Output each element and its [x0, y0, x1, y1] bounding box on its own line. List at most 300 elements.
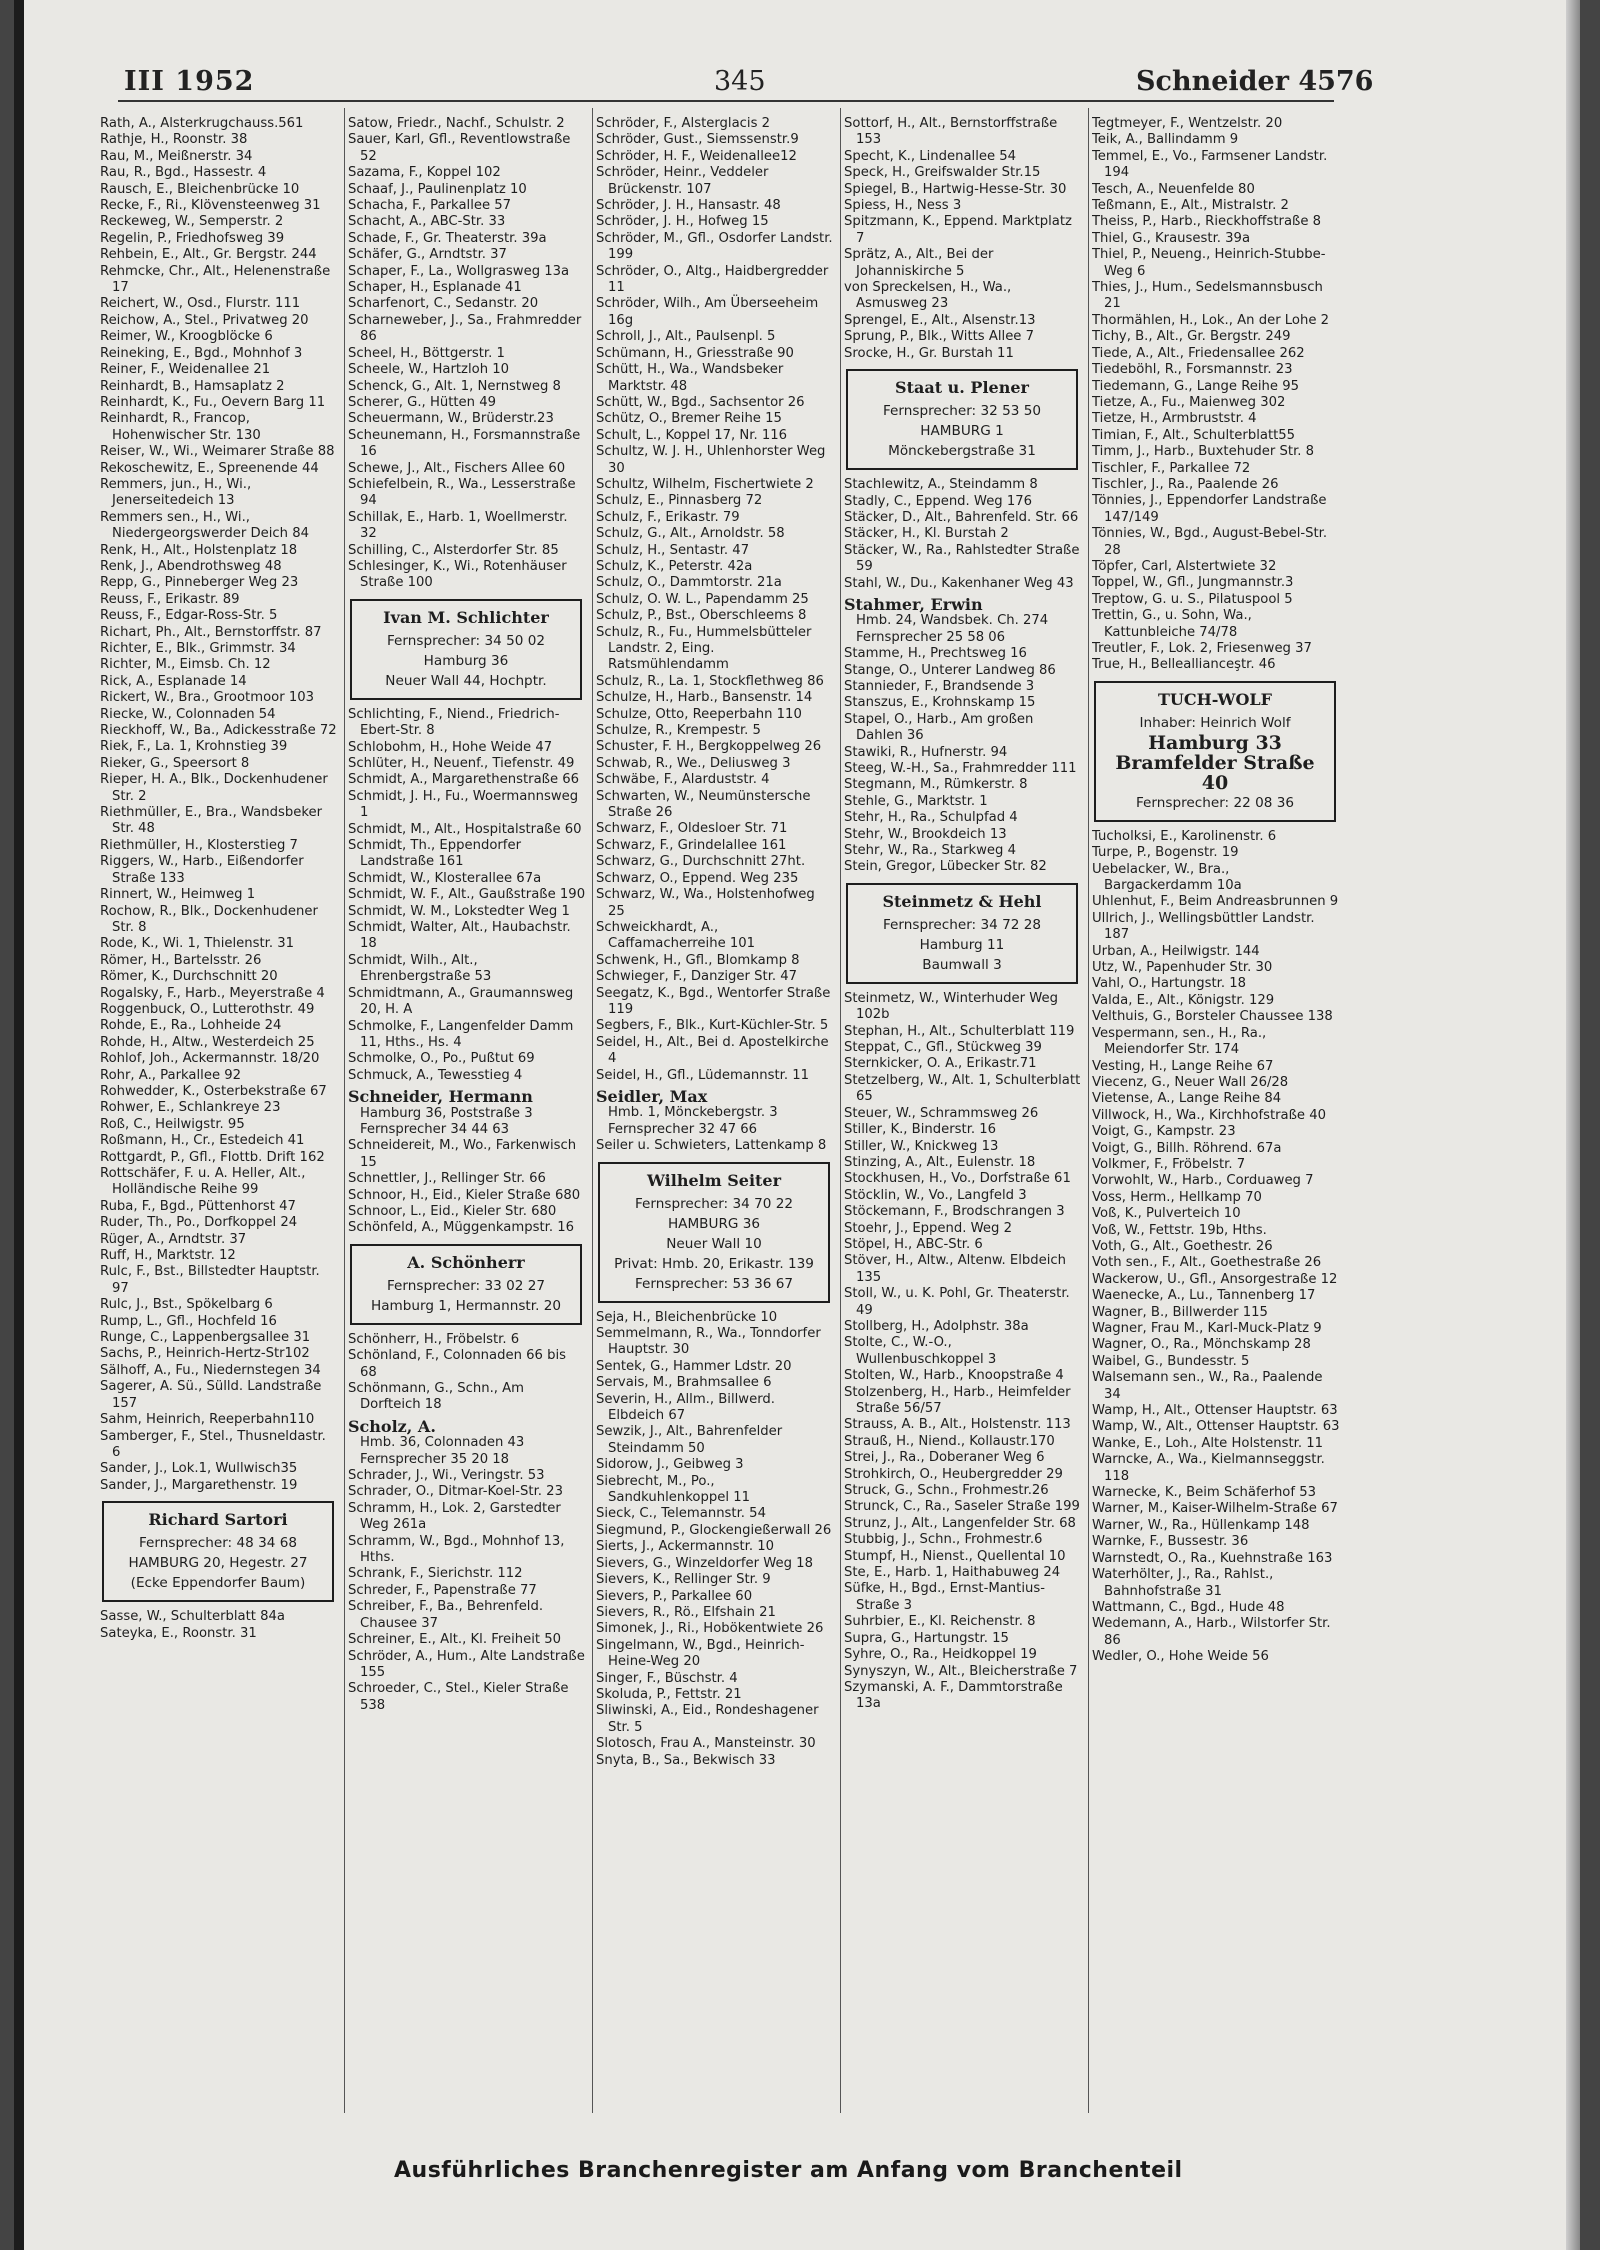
ad-title: A. Schönherr — [407, 1252, 525, 1272]
directory-entry: Seegatz, K., Bgd., Wentorfer Straße 119 — [596, 985, 831, 1017]
directory-entry: Rulc, F., Bst., Billstedter Hauptstr. 97 — [100, 1264, 320, 1296]
directory-entry: von Spreckelsen, H., Wa., Asmusweg 23 — [844, 280, 1012, 312]
directory-entry: Schröder, F., Alsterglacis 2 — [596, 116, 771, 131]
directory-entry: Rulc, J., Bst., Spökelbarg 6 — [100, 1297, 273, 1313]
directory-entry: Wamp, W., Alt., Ottenser Hauptstr. 63 — [1092, 1419, 1340, 1435]
directory-entry: Reckeweg, W., Semperstr. 2 — [100, 214, 284, 230]
directory-entry: Schmidtmann, A., Graumannsweg 20, H. A — [348, 985, 574, 1018]
directory-entry: Sander, J., Margarethenstr. 19 — [100, 1477, 298, 1493]
directory-entry: Schulz, O., Dammtorstr. 21a — [596, 575, 782, 591]
directory-entry: Samberger, F., Stel., Thusneldastr. 6 — [100, 1428, 326, 1460]
directory-entry: Scheunemann, H., Forsmannstraße 16 — [348, 427, 581, 460]
directory-entry: Sauer, Karl, Gfl., Reventlowstraße 52 — [348, 132, 571, 164]
directory-entry: Seiler u. Schwieters, Lattenkamp 8 — [596, 1138, 827, 1154]
directory-entry: Schröder, H. F., Weidenallee12 — [596, 148, 797, 164]
directory-entry: Rohde, E., Ra., Lohheide 24 — [100, 1018, 282, 1034]
directory-entry: Sälhoff, A., Fu., Niedernstegen 34 — [100, 1362, 321, 1378]
directory-entry: Urban, A., Heilwigstr. 144 — [1092, 943, 1260, 959]
directory-entry: Runge, C., Lappenbergsallee 31 — [100, 1330, 311, 1346]
directory-entry: Schmidt, A., Margarethenstraße 66 — [348, 772, 580, 788]
advertisement-box — [350, 1244, 582, 1325]
directory-entry: Stehle, G., Marktstr. 1 — [844, 793, 988, 809]
ad-title: Ivan M. Schlichter — [383, 607, 549, 627]
directory-entry: Riecke, W., Colonnaden 54 — [100, 706, 276, 722]
directory-entry: Schönfeld, A., Müggenkampstr. 16 — [348, 1220, 575, 1236]
listing-line: Fernsprecher 25 58 06 — [856, 629, 1006, 645]
directory-entry: Wedemann, A., Harb., Wilstorfer Str. 86 — [1092, 1616, 1331, 1648]
directory-entry: Scherer, G., Hütten 49 — [348, 394, 496, 410]
directory-entry: Turpe, P., Bogenstr. 19 — [1092, 845, 1239, 861]
directory-entry: Supra, G., Hartungstr. 15 — [844, 1630, 1009, 1646]
directory-entry: Schmuck, A., Tewesstieg 4 — [348, 1067, 523, 1083]
column-divider — [840, 108, 841, 2113]
ad-line: Fernsprecher: 48 34 68 — [138, 1535, 297, 1552]
directory-entry: Roß, C., Heilwigstr. 95 — [100, 1116, 245, 1132]
directory-entry: Stöcklin, W., Vo., Langfeld 3 — [844, 1187, 1027, 1203]
column-divider — [344, 108, 345, 2113]
directory-entry: Tiede, A., Alt., Friedensallee 262 — [1092, 345, 1305, 361]
directory-entry: Tönnies, W., Bgd., August-Bebel-Str. 28 — [1092, 526, 1328, 558]
directory-entry: Tietze, A., Fu., Maienweg 302 — [1092, 394, 1286, 410]
directory-entry: Syhre, O., Ra., Heidkoppel 19 — [844, 1647, 1037, 1663]
directory-entry: Stephan, H., Alt., Schulterblatt 119 — [844, 1023, 1075, 1039]
directory-entry: Semmelmann, R., Wa., Tonndorfer Hauptstr. 30 — [596, 1326, 821, 1358]
directory-entry: Schillak, E., Harb. 1, Woellmerstr. 32 — [348, 509, 568, 542]
bold-listing — [348, 1089, 586, 1138]
listing-name: Scholz, A. — [348, 1416, 436, 1436]
directory-entry: Schmidt, W. F., Alt., Gaußstraße 190 — [348, 887, 586, 903]
directory-entry: Spitzmann, K., Eppend. Marktplatz 7 — [844, 214, 1072, 246]
directory-entry: Ruff, H., Marktstr. 12 — [100, 1248, 236, 1264]
directory-entry: Remmers sen., H., Wi., Niedergeorgswerder Deich 84 — [100, 509, 310, 542]
listing-line: Fernsprecher 35 20 18 — [360, 1451, 510, 1467]
directory-entry: Waterhölter, J., Ra., Rahlst., Bahnhofstraße 31 — [1092, 1567, 1274, 1599]
directory-entry: Schröder, Wilh., Am Überseeheim 16g — [596, 296, 819, 328]
listing-line: Fernsprecher 32 47 66 — [608, 1121, 758, 1137]
directory-entry: Spiegel, B., Hartwig-Hesse-Str. 30 — [844, 181, 1067, 197]
listing-line: Hmb. 24, Wandsbek. Ch. 274 — [856, 613, 1049, 629]
directory-entry: Trettin, G., u. Sohn, Wa., Kattunbleiche 74/78 — [1092, 608, 1252, 640]
directory-entry: Siebrecht, M., Po., Sandkuhlenkoppel 11 — [596, 1473, 750, 1506]
directory-entry: Regelin, P., Friedhofsweg 39 — [100, 230, 285, 246]
directory-entry: Sottorf, H., Alt., Bernstorffstraße 153 — [844, 116, 1058, 148]
directory-entry: Ste, E., Harb. 1, Haithabuweg 24 — [844, 1565, 1061, 1581]
directory-entry: Tegtmeyer, F., Wentzelstr. 20 — [1092, 116, 1283, 131]
directory-entry: Reiner, F., Weidenallee 21 — [100, 362, 271, 378]
directory-entry: Schulz, F., Erikastr. 79 — [596, 509, 740, 525]
directory-entry: Schwarten, W., Neumünstersche Straße 26 — [596, 788, 811, 821]
directory-entry: Schulz, K., Peterstr. 42a — [596, 558, 753, 574]
directory-entry: Wackerow, U., Gfl., Ansorgestraße 12 — [1092, 1271, 1338, 1287]
directory-entry: Warnecke, K., Beim Schäferhof 53 — [1092, 1485, 1316, 1501]
directory-entry: Severin, H., Allm., Billwerd. Elbdeich 67 — [596, 1391, 775, 1424]
directory-entry: Repp, G., Pinneberger Weg 23 — [100, 575, 299, 591]
directory-entry: Reuss, F., Erikastr. 89 — [100, 591, 240, 607]
directory-entry: Schramm, W., Bgd., Mohnhof 13, Hths. — [348, 1533, 565, 1566]
directory-entry: Scheel, H., Böttgerstr. 1 — [348, 345, 505, 361]
ad-title: TUCH-WOLF — [1158, 689, 1272, 709]
directory-entry: Sander, J., Lok.1, Wullwisch35 — [100, 1461, 298, 1477]
directory-entry: Schulz, H., Sentastr. 47 — [596, 542, 750, 558]
directory-entry: Waenecke, A., Lu., Tannenberg 17 — [1092, 1288, 1316, 1304]
directory-entry: Sprengel, E., Alt., Alsenstr.13 — [844, 312, 1036, 328]
directory-entry: Stahl, W., Du., Kakenhaner Weg 43 — [844, 575, 1074, 591]
directory-entry: Segbers, F., Blk., Kurt-Küchler-Str. 5 — [596, 1018, 829, 1034]
column-1 — [100, 116, 338, 2116]
directory-entry: Schaper, H., Esplanade 41 — [348, 280, 522, 296]
directory-entry: Schulz, G., Alt., Arnoldstr. 58 — [596, 526, 785, 542]
directory-entry: Thormählen, H., Lok., An der Lohe 2 — [1092, 312, 1330, 328]
directory-entry: Stiller, K., Binderstr. 16 — [844, 1122, 997, 1138]
column-divider — [592, 108, 593, 2113]
bold-listing — [348, 1416, 586, 1468]
directory-entry: Schröder, A., Hum., Alte Landstraße 155 — [348, 1648, 585, 1680]
directory-entry: Schröder, Heinr., Veddeler Brückenstr. 107 — [596, 165, 769, 197]
listing-line: Hmb. 36, Colonnaden 43 — [360, 1435, 525, 1451]
directory-entry: Rickert, W., Bra., Grootmoor 103 — [100, 690, 314, 706]
directory-entry: Simonek, J., Ri., Hobökentwiete 26 — [596, 1621, 824, 1637]
directory-entry: Schlichting, F., Niend., Friedrich-Ebert-Str. 8 — [348, 706, 560, 739]
directory-entry: Vespermann, sen., H., Ra., Meiendorfer Str. 174 — [1092, 1025, 1267, 1058]
directory-page — [14, 0, 1580, 2250]
directory-entry: Speck, H., Greifswalder Str.15 — [844, 165, 1041, 181]
directory-entry: Schaper, F., La., Wollgrasweg 13a — [348, 263, 570, 279]
directory-entry: Römer, K., Durchschnitt 20 — [100, 969, 278, 985]
directory-entry: Stange, O., Unterer Landweg 86 — [844, 662, 1056, 678]
directory-entry: Schroll, J., Alt., Paulsenpl. 5 — [596, 329, 776, 345]
directory-entry: Tischler, J., Ra., Paalende 26 — [1092, 476, 1279, 492]
directory-entry: Thiel, P., Neueng., Heinrich-Stubbe-Weg 6 — [1092, 247, 1326, 279]
directory-entry: Schramm, H., Lok. 2, Garstedter Weg 261a — [348, 1500, 561, 1533]
directory-entry: Rath, A., Alsterkrugchauss.561 — [100, 116, 304, 131]
directory-entry: Voss, Herm., Hellkamp 70 — [1092, 1189, 1262, 1205]
directory-entry: Rottgardt, P., Gfl., Flottb. Drift 162 — [100, 1149, 325, 1165]
directory-entry: Schultz, W. J. H., Uhlenhorster Weg 30 — [596, 444, 826, 476]
directory-entry: Voß, K., Pulverteich 10 — [1092, 1206, 1241, 1222]
directory-entry: Villwock, H., Wa., Kirchhofstraße 40 — [1092, 1107, 1327, 1123]
directory-entry: Sasse, W., Schulterblatt 84a — [100, 1609, 286, 1625]
ad-line: Fernsprecher: 34 72 28 — [882, 916, 1041, 933]
ad-line: Mönckebergstraße 31 — [888, 443, 1036, 460]
directory-entry: Stumpf, H., Nienst., Quellental 10 — [844, 1548, 1066, 1564]
ad-line: Fernsprecher: 53 36 67 — [634, 1275, 793, 1292]
directory-entry: Stäcker, D., Alt., Bahrenfeld. Str. 66 — [844, 509, 1079, 525]
ad-line: Fernsprecher: 34 50 02 — [386, 632, 545, 649]
directory-entry: Schröder, J. H., Hansastr. 48 — [596, 198, 781, 214]
directory-entry: Sewzik, J., Alt., Bahrenfelder Steindamm 50 — [596, 1424, 783, 1456]
directory-entry: Steuer, W., Schrammsweg 26 — [844, 1105, 1039, 1121]
directory-entry: Schütt, H., Wa., Wandsbeker Marktstr. 48 — [596, 362, 784, 394]
directory-entry: Vahl, O., Hartungstr. 18 — [1092, 976, 1246, 992]
directory-entry: Stehr, H., Ra., Schulpfad 4 — [844, 810, 1018, 826]
directory-entry: Snyta, B., Sa., Bekwisch 33 — [596, 1752, 776, 1768]
directory-entry: Rieper, H. A., Blk., Dockenhudener Str. 2 — [100, 772, 328, 804]
directory-entry: Sagerer, A. Sü., Sülld. Landstraße 157 — [100, 1379, 322, 1411]
directory-entry: Riethmüller, H., Klosterstieg 7 — [100, 837, 298, 853]
directory-entry: Scharfenort, C., Sedanstr. 20 — [348, 296, 539, 312]
directory-entry: Sidorow, J., Geibweg 3 — [596, 1457, 744, 1473]
directory-entry: Roggenbuck, O., Lutterothstr. 49 — [100, 1001, 315, 1017]
directory-entry: Thies, J., Hum., Sedelsmannsbusch 21 — [1092, 280, 1323, 312]
directory-entry: Schweickhardt, A., Caffamacherreihe 101 — [596, 919, 756, 952]
directory-entry: Schönherr, H., Fröbelstr. 6 — [348, 1331, 520, 1347]
directory-entry: Wagner, Frau M., Karl-Muck-Platz 9 — [1092, 1321, 1322, 1336]
directory-entry: Stolzenberg, H., Harb., Heimfelder Straße 56/57 — [844, 1384, 1071, 1416]
directory-entry: Stamme, H., Prechtsweg 16 — [844, 646, 1027, 662]
bold-listing — [844, 594, 1082, 646]
directory-entry: Sliwinski, A., Eid., Rondeshagener Str. 5 — [596, 1703, 819, 1735]
directory-entry: Stockhusen, H., Vo., Dorfstraße 61 — [844, 1171, 1071, 1187]
directory-entry: Schmidt, W., Klosterallee 67a — [348, 870, 542, 886]
directory-entry: Schacht, A., ABC-Str. 33 — [348, 214, 506, 230]
directory-entry: Ullrich, J., Wellingsbüttler Landstr. 187 — [1092, 910, 1315, 943]
advertisement-box — [598, 1162, 830, 1303]
column-4 — [844, 116, 1082, 2116]
directory-entry: Schulze, Otto, Reeperbahn 110 — [596, 706, 802, 722]
directory-entry: Slotosch, Frau A., Mansteinstr. 30 — [596, 1736, 816, 1752]
directory-entry: Warner, W., Ra., Hüllenkamp 148 — [1092, 1517, 1310, 1533]
directory-entry: Schreder, F., Papenstraße 77 — [348, 1582, 537, 1598]
directory-entry: Schmidt, Walter, Alt., Haubachstr. 18 — [348, 920, 571, 952]
directory-entry: Strohkirch, O., Heubergredder 29 — [844, 1466, 1063, 1482]
directory-entry: Rohwedder, K., Osterbekstraße 67 — [100, 1083, 327, 1099]
directory-entry: Suhrbier, E., Kl. Reichenstr. 8 — [844, 1614, 1036, 1630]
directory-entry: Schwarz, W., Wa., Holstenhofweg 25 — [596, 887, 815, 919]
directory-entry: Rogalsky, F., Harb., Meyerstraße 4 — [100, 985, 325, 1001]
directory-entry: Schmidt, M., Alt., Hospitalstraße 60 — [348, 821, 582, 837]
ad-headline: Hamburg 33 — [1148, 731, 1282, 754]
directory-entry: Rohwer, E., Schlankreye 23 — [100, 1100, 281, 1116]
directory-entry: Schönland, F., Colonnaden 66 bis 68 — [348, 1348, 567, 1380]
directory-entry: Ruba, F., Bgd., Püttenhorst 47 — [100, 1198, 296, 1214]
directory-entry: Rehbein, E., Alt., Gr. Bergstr. 244 — [100, 247, 317, 263]
directory-entry: Tischler, F., Parkallee 72 — [1092, 460, 1251, 476]
directory-entry: Schröder, O., Altg., Haidbergredder 11 — [596, 263, 829, 296]
advertisement-box — [1094, 681, 1336, 822]
directory-entry: Tönnies, J., Eppendorfer Landstraße 147/149 — [1092, 493, 1327, 525]
directory-entry: Schade, F., Gr. Theaterstr. 39a — [348, 230, 547, 246]
directory-entry: Seja, H., Bleichenbrücke 10 — [596, 1309, 778, 1325]
directory-entry: Timm, J., Harb., Buxtehuder Str. 8 — [1092, 444, 1315, 460]
bold-listing — [596, 1086, 834, 1138]
ad-line: Baumwall 3 — [922, 956, 1002, 973]
directory-entry: Rottschäfer, F. u. A. Heller, Alt., Holländische Reihe 99 — [100, 1166, 306, 1198]
directory-entry: Schuster, F. H., Bergkoppelweg 26 — [596, 739, 822, 755]
directory-entry: Stöpel, H., ABC-Str. 6 — [844, 1236, 983, 1252]
directory-entry: Steppat, C., Gfl., Stückweg 39 — [844, 1040, 1042, 1056]
directory-entry: Rochow, R., Blk., Dockenhudener Str. 8 — [100, 903, 318, 935]
directory-entry: Schwarz, F., Oldesloer Str. 71 — [596, 821, 788, 837]
directory-entry: Römer, H., Bartelsstr. 26 — [100, 952, 262, 968]
directory-entry: Schaaf, J., Paulinenplatz 10 — [348, 181, 527, 197]
directory-entry: Sievers, K., Rellinger Str. 9 — [596, 1572, 771, 1588]
directory-entry: Recke, F., Ri., Klövensteenweg 31 — [100, 198, 321, 214]
directory-entry: Schlobohm, H., Hohe Weide 47 — [348, 739, 553, 755]
column-2 — [348, 116, 586, 2116]
directory-entry: Teßmann, E., Alt., Mistralstr. 2 — [1092, 198, 1289, 214]
directory-entry: Siegmund, P., Glockengießerwall 26 — [596, 1522, 832, 1538]
directory-entry: Rehmcke, Chr., Alt., Helenenstraße 17 — [100, 263, 331, 296]
directory-entry: Schulz, E., Pinnasberg 72 — [596, 493, 763, 509]
directory-entry: Sievers, G., Winzeldorfer Weg 18 — [596, 1555, 813, 1571]
directory-entry: Renk, J., Abendrothsweg 48 — [100, 558, 282, 574]
directory-entry: Stollberg, H., Adolphstr. 38a — [844, 1318, 1029, 1334]
directory-entry: Stanszus, E., Krohnskamp 15 — [844, 695, 1036, 711]
directory-entry: Reineking, E., Bgd., Mohnhof 3 — [100, 345, 303, 361]
directory-entry: Sierts, J., Ackermannstr. 10 — [596, 1539, 775, 1555]
directory-entry: Richart, Ph., Alt., Bernstorffstr. 87 — [100, 624, 322, 640]
directory-entry: Voß, W., Fettstr. 19b, Hths. — [1092, 1222, 1267, 1238]
directory-entry: Stadly, C., Eppend. Weg 176 — [844, 493, 1033, 509]
directory-entry: Scheele, W., Hartzloh 10 — [348, 362, 510, 378]
directory-entry: Stiller, W., Knickweg 13 — [844, 1138, 999, 1154]
directory-entry: Schnettler, J., Rellinger Str. 66 — [348, 1171, 546, 1187]
ad-line: HAMBURG 36 — [667, 1215, 761, 1232]
directory-entry: Schreiber, F., Ba., Behrenfeld. Chausee 37 — [348, 1599, 544, 1631]
directory-entry: Schrader, J., Wi., Veringstr. 53 — [348, 1468, 545, 1484]
directory-entry: Stetzelberg, W., Alt. 1, Schulterblatt 65 — [844, 1072, 1081, 1105]
directory-entry: Schwarz, G., Durchschnitt 27ht. — [596, 854, 806, 870]
ad-line: Fernsprecher: 34 70 22 — [634, 1195, 793, 1212]
directory-entry: Reinhardt, K., Fu., Oevern Barg 11 — [100, 394, 326, 410]
directory-entry: Schrader, O., Ditmar-Koel-Str. 23 — [348, 1484, 563, 1500]
directory-entry: Wattmann, C., Bgd., Hude 48 — [1092, 1599, 1285, 1615]
directory-entry: Rüger, A., Arndtstr. 37 — [100, 1231, 247, 1247]
directory-entry: Roßmann, H., Cr., Estedeich 41 — [100, 1133, 305, 1149]
directory-entry: Schmidt, J. H., Fu., Woermannsweg 1 — [348, 788, 579, 821]
ad-title: Richard Sartori — [148, 1510, 288, 1530]
directory-entry: Schulze, H., Harb., Bansenstr. 14 — [596, 690, 813, 706]
directory-entry: Rieckhoff, W., Ba., Adickesstraße 72 — [100, 723, 337, 739]
directory-entry: Schrank, F., Sierichstr. 112 — [348, 1566, 523, 1582]
directory-entry: Valda, E., Alt., Königstr. 129 — [1092, 992, 1275, 1008]
directory-entry: Scharneweber, J., Sa., Frahmredder 86 — [348, 312, 582, 345]
directory-entry: Stoehr, J., Eppend. Weg 2 — [844, 1220, 1012, 1236]
directory-entry: Steeg, W.-H., Sa., Frahmredder 111 — [844, 761, 1077, 776]
directory-entry: Renk, H., Alt., Holstenplatz 18 — [100, 542, 298, 558]
directory-entry: Ruder, Th., Po., Dorfkoppel 24 — [100, 1215, 298, 1231]
directory-entry: Schneidereit, M., Wo., Farkenwisch 15 — [348, 1138, 577, 1170]
directory-entry: Schwäbe, F., Alarduststr. 4 — [596, 772, 770, 788]
directory-entry: Stachlewitz, A., Steindamm 8 — [844, 477, 1038, 493]
directory-entry: Szymanski, A. F., Dammtorstraße 13a — [844, 1679, 1063, 1712]
directory-entry: Warner, M., Kaiser-Wilhelm-Straße 67 — [1092, 1501, 1338, 1517]
directory-entry: Schulze, R., Krempestr. 5 — [596, 723, 761, 739]
directory-entry: Voth, G., Alt., Goethestr. 26 — [1092, 1238, 1273, 1254]
directory-entry: Rau, R., Bgd., Hassestr. 4 — [100, 165, 267, 181]
directory-entry: Schwarz, O., Eppend. Weg 235 — [596, 870, 799, 886]
ad-line: Hamburg 1, Hermannstr. 20 — [370, 1297, 562, 1314]
directory-entry: Uebelacker, W., Bra., Bargackerdamm 10a — [1092, 861, 1242, 894]
directory-entry: Schwenk, H., Gfl., Blomkamp 8 — [596, 952, 800, 968]
directory-entry: Stein, Gregor, Lübecker Str. 82 — [844, 859, 1047, 875]
directory-entry: Toppel, W., Gfl., Jungmannstr.3 — [1092, 575, 1294, 591]
ad-line: Inhaber: Heinrich Wolf — [1139, 714, 1291, 731]
directory-entry: Stolte, C., W.-O., Wullenbuschkoppel 3 — [844, 1335, 997, 1367]
directory-entry: Sievers, P., Parkallee 60 — [596, 1588, 753, 1604]
directory-entry: Schröder, Gust., Siemssenstr.9 — [596, 132, 799, 148]
directory-entry: Stäcker, W., Ra., Rahlstedter Straße 59 — [844, 542, 1080, 575]
directory-entry: Schönmann, G., Schn., Am Dorfteich 18 — [348, 1381, 525, 1413]
directory-entry: Schultz, Wilhelm, Fischertwiete 2 — [596, 476, 814, 492]
directory-entry: Schmolke, O., Po., Pußtut 69 — [348, 1051, 535, 1067]
ad-line: Neuer Wall 44, Hochptr. — [385, 672, 547, 689]
directory-entry: Sprung, P., Blk., Witts Allee 7 — [844, 329, 1035, 345]
directory-entry: Srocke, H., Gr. Burstah 11 — [844, 345, 1014, 361]
directory-entry: Temmel, E., Vo., Farmsener Landstr. 194 — [1092, 148, 1328, 181]
footer-note: Ausführliches Branchenregister am Anfang vom Branchenteil — [394, 2158, 1183, 2183]
directory-entry: Rohr, A., Parkallee 92 — [100, 1067, 242, 1083]
directory-entry: Viecenz, G., Neuer Wall 26/28 — [1092, 1074, 1289, 1090]
listing-name: Schneider, Hermann — [348, 1087, 533, 1107]
directory-entry: Stehr, W., Brookdeich 13 — [844, 826, 1007, 842]
directory-entry: Reiser, W., Wi., Weimarer Straße 88 — [100, 444, 335, 460]
directory-entry: Schewe, J., Alt., Fischers Allee 60 — [348, 460, 566, 476]
directory-entry: Skoluda, P., Fettstr. 21 — [596, 1686, 742, 1702]
directory-entry: Strunck, C., Ra., Saseler Straße 199 — [844, 1499, 1080, 1515]
directory-entry: Rohde, H., Altw., Westerdeich 25 — [100, 1034, 315, 1050]
directory-entry: Vesting, H., Lange Reihe 67 — [1092, 1058, 1274, 1074]
directory-entry: Walsemann sen., W., Ra., Paalende 34 — [1092, 1370, 1323, 1402]
directory-entry: Richter, M., Eimsb. Ch. 12 — [100, 657, 271, 673]
column-3 — [596, 116, 834, 2116]
directory-entry: Utz, W., Papenhuder Str. 30 — [1092, 960, 1273, 976]
directory-entry: Sazama, F., Koppel 102 — [348, 165, 501, 181]
directory-entry: Schulz, P., Bst., Oberschleems 8 — [596, 608, 807, 624]
directory-entry: Sahm, Heinrich, Reeperbahn110 — [100, 1412, 315, 1428]
directory-entry: Schlüter, H., Neuenf., Tiefenstr. 49 — [348, 756, 575, 771]
directory-entry: Richter, E., Blk., Grimmstr. 34 — [100, 641, 296, 656]
directory-entry: Remmers, jun., H., Wi., Jenerseitedeich 13 — [100, 476, 252, 509]
directory-entry: Sieck, C., Telemannstr. 54 — [596, 1506, 766, 1522]
directory-entry: Waibel, G., Bundesstr. 5 — [1092, 1353, 1250, 1369]
directory-entry: Spiess, H., Ness 3 — [844, 198, 962, 214]
directory-entry: Schacha, F., Parkallee 57 — [348, 198, 512, 214]
directory-entry: Schilling, C., Alsterdorfer Str. 85 — [348, 542, 559, 558]
listing-name: Seidler, Max — [596, 1086, 708, 1106]
ad-title: Steinmetz & Hehl — [882, 891, 1042, 911]
directory-entry: Volkmer, F., Fröbelstr. 7 — [1092, 1156, 1246, 1172]
directory-entry: Rump, L., Gfl., Hochfeld 16 — [100, 1313, 277, 1329]
directory-entry: Vorwohlt, W., Harb., Corduaweg 7 — [1092, 1173, 1314, 1189]
directory-entry: Warnke, F., Bussestr. 36 — [1092, 1534, 1249, 1550]
directory-entry: Specht, K., Lindenallee 54 — [844, 148, 1017, 164]
directory-entry: Reinhardt, B., Hamsaplatz 2 — [100, 378, 285, 394]
directory-entry: Schiefelbein, R., Wa., Lesserstraße 94 — [348, 476, 576, 509]
directory-entry: Riek, F., La. 1, Krohnstieg 39 — [100, 739, 288, 755]
directory-entry: Stinzing, A., Alt., Eulenstr. 18 — [844, 1154, 1036, 1170]
advertisement-box — [846, 369, 1078, 470]
directory-entry: Riethmüller, E., Bra., Wandsbeker Str. 48 — [100, 805, 323, 837]
directory-entry: Sachs, P., Heinrich-Hertz-Str102 — [100, 1346, 310, 1362]
directory-entry: Treutler, F., Lok. 2, Friesenweg 37 — [1092, 641, 1312, 656]
advertisement-box — [350, 599, 582, 700]
directory-entry: Stawiki, R., Hufnerstr. 94 — [844, 744, 1008, 760]
directory-entry: Theiss, P., Harb., Rieckhoffstraße 8 — [1092, 214, 1322, 230]
running-head: Schneider 4576 — [1136, 66, 1374, 97]
directory-entry: Sievers, R., Rö., Elfshain 21 — [596, 1604, 776, 1620]
directory-entry: Stäcker, H., Kl. Burstah 2 — [844, 526, 1009, 542]
directory-entry: Schnoor, H., Eid., Kieler Straße 680 — [348, 1187, 581, 1203]
directory-entry: Seidel, H., Alt., Bei d. Apostelkirche 4 — [596, 1034, 829, 1067]
header-rule — [118, 100, 1334, 102]
directory-entry: Schütt, W., Bgd., Sachsentor 26 — [596, 394, 805, 410]
listing-line: Fernsprecher 34 44 63 — [360, 1121, 510, 1137]
directory-entry: Schulz, R., La. 1, Stockflethweg 86 — [596, 673, 824, 689]
directory-entry: Schmolke, F., Langenfelder Damm 11, Hths., Hs. 4 — [348, 1018, 574, 1050]
directory-entry: Wagner, O., Ra., Mönchskamp 28 — [1092, 1337, 1311, 1353]
ad-line: HAMBURG 20, Hegestr. 27 — [128, 1555, 308, 1572]
